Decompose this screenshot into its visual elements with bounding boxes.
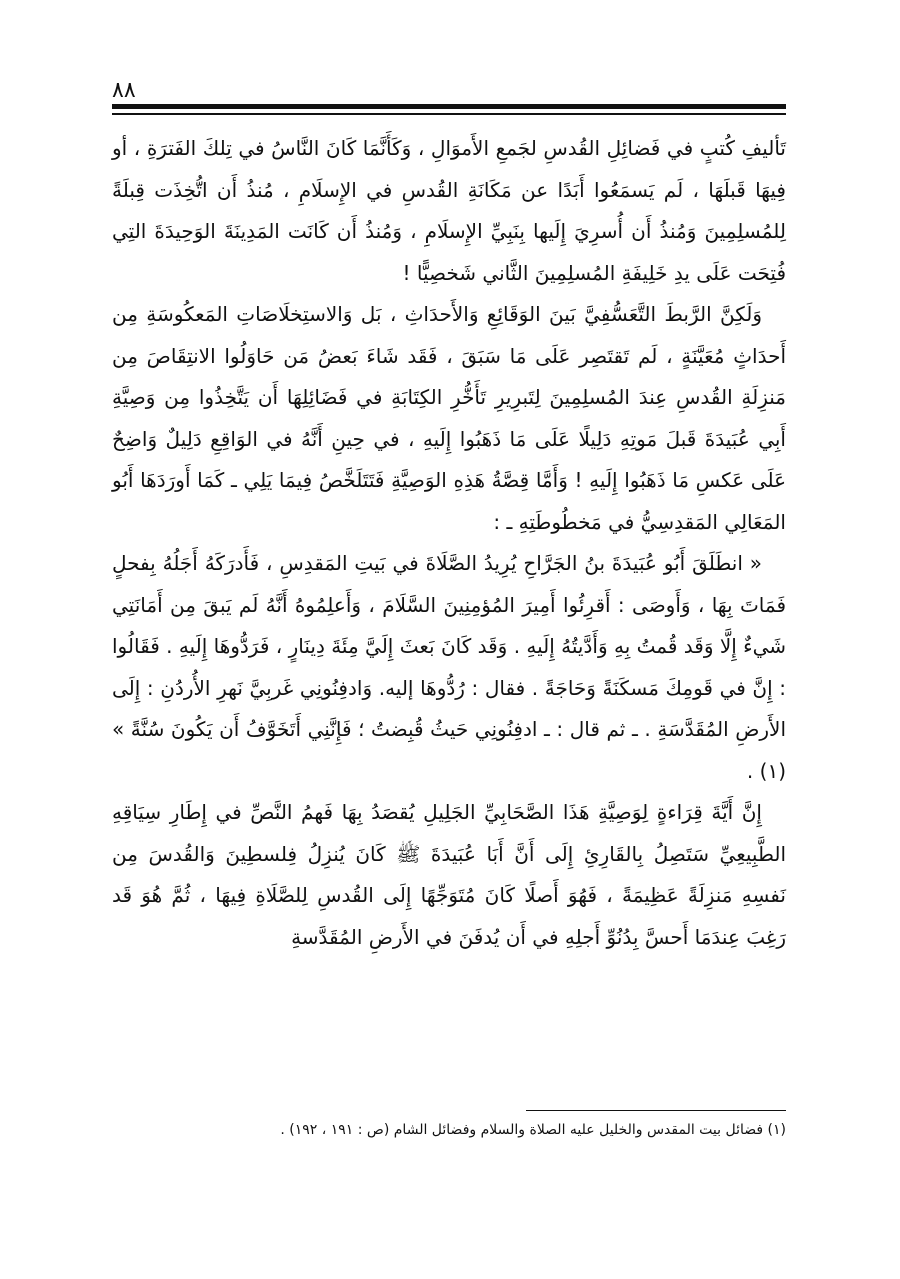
page-number: ٨٨ (112, 78, 136, 103)
paragraph-2: وَلَكِنَّ الرَّبطَ التَّعَسُّفِيَّ بَينَ الوَقَائِعِ وَالأَحدَاثِ ، بَل وَالاستِخلَاصَاتِ المَعكُوسَةِ مِن أَحدَاثٍ مُعَيَّنَةٍ ، لَم تَقتَصِر عَلَى مَا سَبَقَ ، فَقَد شَاءَ بَعضُ مَن حَاوَلُوا الانتِقَاصَ مِن مَنزِلَةِ القُدسِ عِندَ المُسلِمِينَ لِتَبرِيرِ تَأَخُّرِ الكِتَابَةِ في فَضَائِلِهَا أَن يَتَّخِذُوا مِن وَصِيَّةِ أَبِي عُبَيدَةَ قَبلَ مَوتِهِ دَلِيلًا عَلَى مَا ذَهَبُوا إِلَيهِ ، في حِينِ أَنَّهُ في الوَاقِعِ دَلِيلٌ وَاضِحٌ عَلَى عَكسِ مَا ذَهَبُوا إِلَيهِ ! وَأَمَّا قِصَّةُ هَذِهِ الوَصِيَّةِ فَتَتَلَخَّصُ فِيمَا يَلِي ـ كَمَا أَورَدَهَا أَبُو المَعَالِي المَقدِسِيُّ في مَخطُوطَتِهِ ـ : (112, 302, 786, 534)
paragraph-4: إِنَّ أَيَّةَ قِرَاءةٍ لِوَصِيَّةِ هَذَا الصَّحَابِيِّ الجَلِيلِ يُقصَدُ بِهَا فَهمُ النَّصِّ في إِطَارِ سِيَاقِهِ الطَّبِيعِيِّ سَتَصِلُ بِالقَارِئِ إِلَى أَنَّ أَبَا عُبَيدَةَ ﷺ كَانَ يُنزِلُ فِلسطِينَ وَالقُدسَ مِن نَفسِهِ مَنزِلَةً عَظِيمَةً ، فَهُوَ أَصلًا كَانَ مُتَوَجِّهًا إِلَى القُدسِ لِلصَّلَاةِ فِيهَا ، ثُمَّ هُوَ قَد رَغِبَ عِندَمَا أَحسَّ بِدُنُوِّ أَجلِهِ في أَن يُدفَنَ في الأَرضِ المُقَدَّسةِ (112, 800, 786, 949)
paragraph-1: تَأليفِ كُتبٍ في فَضائِلِ القُدسِ لجَمعِ الأَموَالِ ، وَكَأَنَّمَا كَانَ النَّاسُ في تِلكَ الفَترَةِ ، أو فِيهَا قَبلَهَا ، لَم يَسمَعُوا أَبَدًا عن مَكَانَةِ القُدسِ في الإِسلَامِ ، مُنذُ أَن اتُّخِذَت قِبلَةً لِلمُسلِمِينَ وَمُنذُ أَن أُسرِيَ إِلَيها بِنَبِيِّ الإِسلَامِ ، وَمُنذُ أَن كَانَت المَدِينَةَ الوَحِيدَةَ التِي فُتِحَت عَلَى يدِ خَلِيفَةِ المُسلِمِينَ الثَّاني شَخصِيًّا ! (112, 136, 786, 285)
footnote: (١) فضائل بيت المقدس والخليل عليه الصلاة والسلام وفضائل الشام (ص : ١٩١ ، ١٩٢) . (280, 1122, 786, 1138)
paragraph-quote: « انطَلَقَ أَبُو عُبَيدَةَ بنُ الجَرَّاحِ يُرِيدُ الصَّلَاةَ في بَيتِ المَقدِسِ ، فَأَدرَكَهُ أَجَلُهُ بِفحلٍ فَمَاتَ بِهَا ، وَأَوصَى : أَقرِئُوا أَمِيرَ المُؤمِنِينَ السَّلَامَ ، وَأَعلِمُوهُ أَنَّهُ لَم يَبقَ مِن أَمَانَتِي شَيءٌ إِلَّا وَقَد قُمتُ بِهِ وَأَدَّيتُهُ إِلَيهِ . وَقَد كَانَ بَعثَ إِلَيَّ مِئَةَ دِينَارٍ ، فَرَدُّوهَا إِلَيهِ . فَقَالُوا : إِنَّ في قَومِكَ مَسكَنَةً وَحَاجَةً . فقال : رُدُّوهَا إليه. وَادفِنُونِي غَربِيَّ نَهرِ الأُردُنِ : إِلَى الأَرضِ المُقَدَّسَةِ . ـ ثم قال : ـ ادفِنُونِي حَيثُ قُبِضتُ ؛ فَإِنَّنِي أَتَخَوَّفُ أَن يَكُونَ سُنَّةً » (١) . (112, 551, 786, 783)
body-text (112, 128, 786, 958)
footnote-rule (526, 1110, 786, 1111)
header-rule-thick (112, 104, 786, 109)
header-rule-thin (112, 113, 786, 115)
